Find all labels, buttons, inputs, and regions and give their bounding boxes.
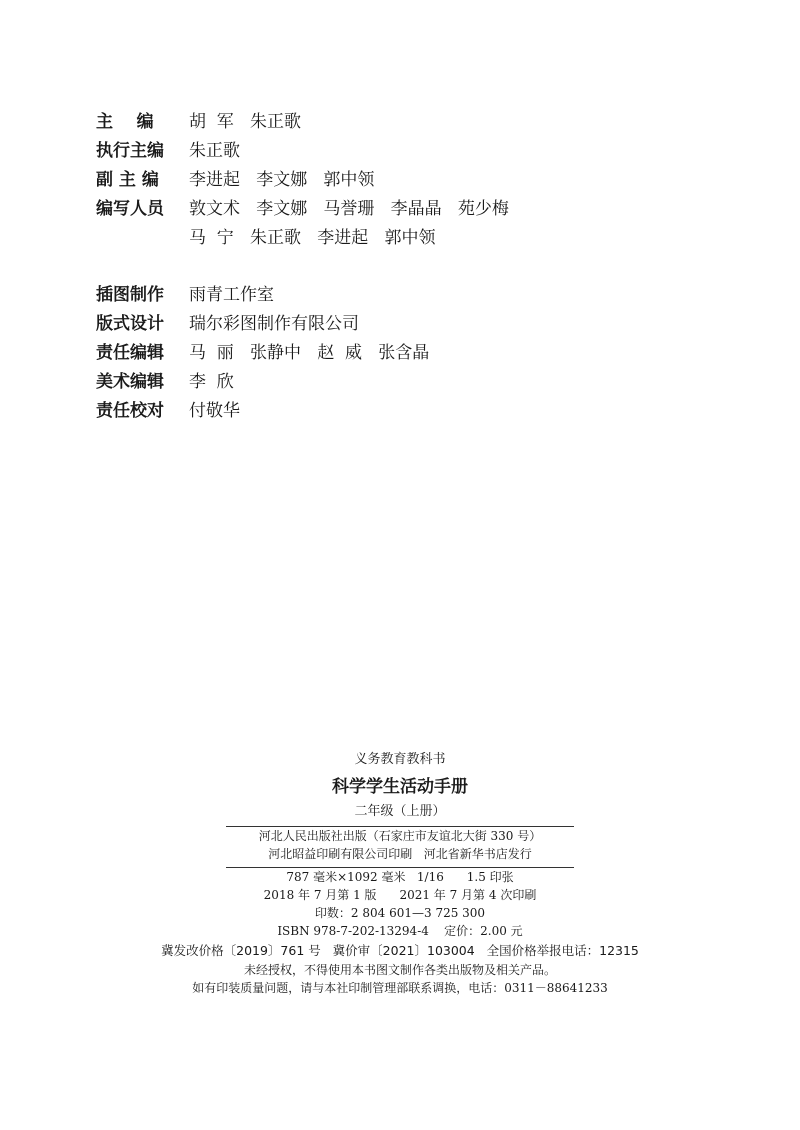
- editorial-credits: [96, 108, 696, 426]
- production-role: 美术编辑: [96, 372, 164, 392]
- publisher-line: 河北人民出版社出版（石家庄市友谊北大街 330 号）: [258, 829, 542, 843]
- production-row: [96, 281, 696, 310]
- credit-names: 李进起 李文娜 郭中领: [189, 170, 375, 190]
- production-names: 雨青工作室: [189, 285, 274, 305]
- printer-line: 河北昭益印刷有限公司印刷 河北省新华书店发行: [268, 847, 532, 861]
- book-grade: 二年级（上册）: [354, 804, 446, 819]
- copyright-line: 未经授权，不得使用本书图文制作各类出版物及相关产品。: [243, 963, 556, 977]
- format-line: 787 毫米×1092 毫米 1/16 1.5 印张: [286, 870, 514, 884]
- credit-names: 敦文术 李文娜 马誉珊 李晶晶 苑少梅: [189, 199, 509, 219]
- credit-names: 朱正歌: [189, 141, 240, 161]
- credit-row: [96, 137, 696, 166]
- book-title: 科学学生活动手册: [332, 777, 468, 797]
- credit-names: 马 宁 朱正歌 李进起 郭中领: [189, 228, 436, 248]
- credit-row: [96, 166, 696, 195]
- colophon: [0, 744, 800, 997]
- production-row: [96, 368, 696, 397]
- production-names: 马 丽 张静中 赵 威 张含晶: [189, 343, 430, 363]
- credit-names: 胡 军 朱正歌: [189, 112, 302, 132]
- production-role: 责任编辑: [96, 343, 164, 363]
- isbn-price-line: ISBN 978-7-202-13294-4 定价：2.00 元: [277, 924, 523, 938]
- print-run-line: 印数：2 804 601—3 725 300: [314, 906, 486, 920]
- credit-row: [96, 108, 696, 137]
- credit-role: 主 编: [96, 112, 154, 132]
- production-row: [96, 310, 696, 339]
- book-series: 义务教育教科书: [354, 752, 446, 767]
- production-role: 插图制作: [96, 285, 164, 305]
- price-approval-line: 冀发改价格〔2019〕761 号 冀价审〔2021〕103004 全国价格举报电话：12315: [161, 943, 639, 958]
- credit-row: [96, 224, 696, 253]
- production-row: [96, 339, 696, 368]
- production-row: [96, 397, 696, 426]
- production-role: 责任校对: [96, 401, 164, 421]
- contact-line: 如有印装质量问题，请与本社印制管理部联系调换，电话：0311－88641233: [192, 981, 608, 995]
- production-names: 瑞尔彩图制作有限公司: [189, 314, 359, 334]
- credit-role: 副 主 编: [96, 170, 159, 190]
- production-role: 版式设计: [96, 314, 164, 334]
- credit-role: 编写人员: [96, 199, 164, 219]
- credit-row: [96, 195, 696, 224]
- production-names: 李 欣: [189, 372, 234, 392]
- credit-role: 执行主编: [96, 141, 164, 161]
- production-names: 付敬华: [189, 401, 240, 421]
- edition-line: 2018 年 7 月第 1 版 2021 年 7 月第 4 次印刷: [263, 888, 537, 902]
